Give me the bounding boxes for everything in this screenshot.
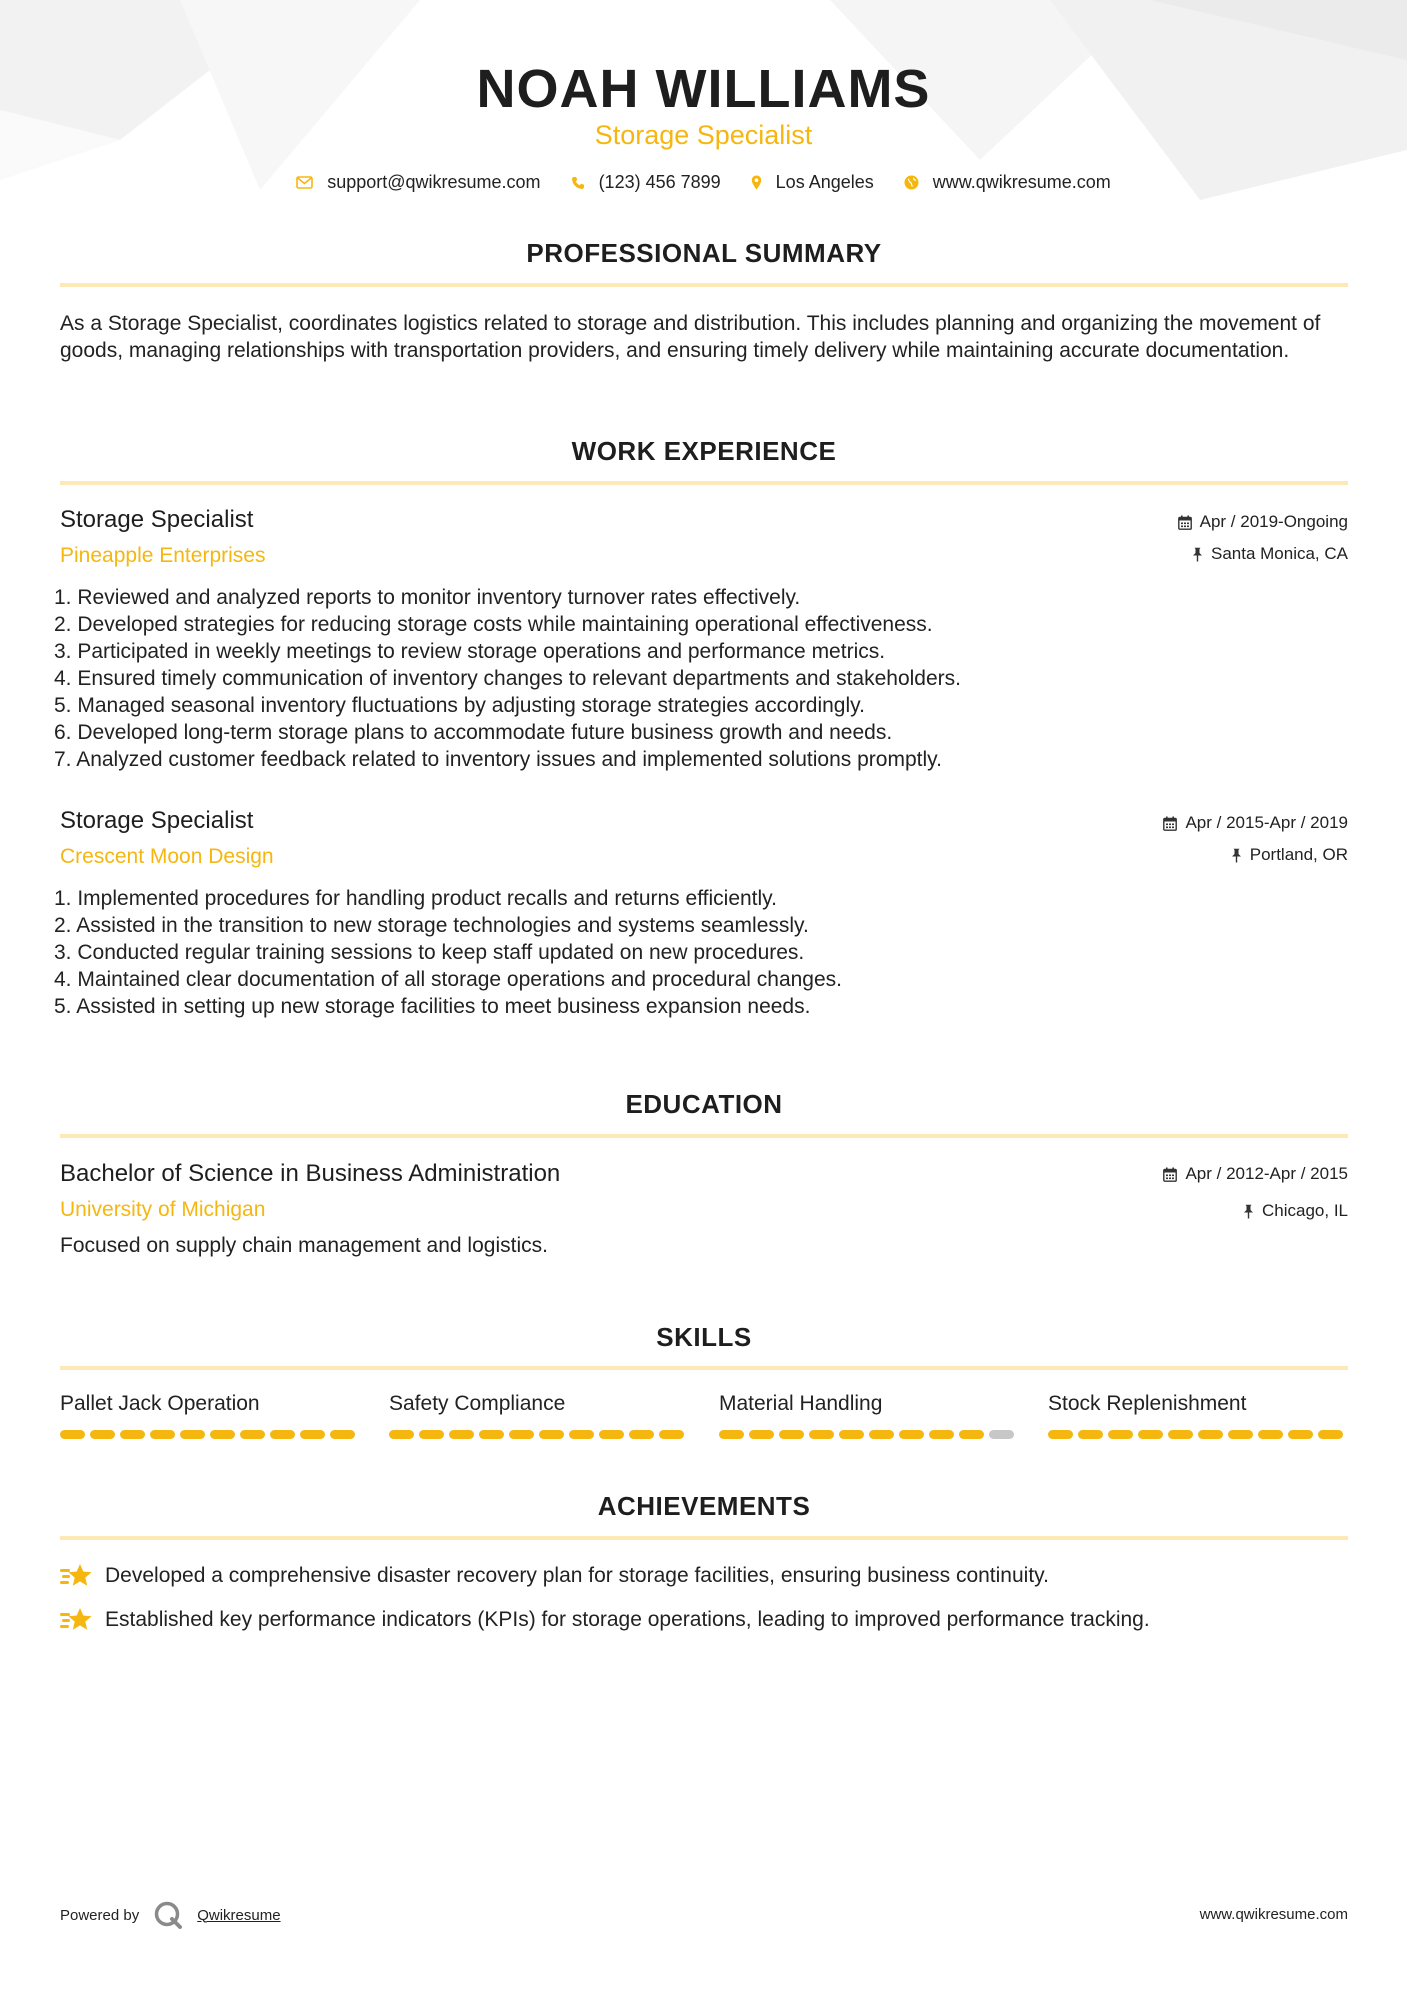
- skill-level-segment: [1108, 1430, 1133, 1439]
- list-item: 3. Participated in weekly meetings to review storage operations and performance metrics.: [54, 640, 886, 663]
- contact-phone[interactable]: [571, 172, 721, 193]
- list-item: 5. Assisted in setting up new storage facilities to meet business expansion needs.: [54, 995, 811, 1018]
- skill-level-segment: [869, 1430, 894, 1439]
- list-item: 6. Developed long-term storage plans to accommodate future business growth and needs.: [54, 721, 893, 744]
- skill-level-segment: [599, 1430, 624, 1439]
- summary-text: As a Storage Specialist, coordinates logistics related to storage and distribution. This includes planning and organizing the movement of goods, managing relationships with transportation providers, and ensuring timely delivery while maintaining accurate documentation.: [60, 312, 1321, 362]
- footer-powered-by: [60, 1900, 281, 1930]
- skill-item: [60, 1392, 360, 1416]
- experience-divider: [60, 481, 1348, 485]
- skill-level-segment: [809, 1430, 834, 1439]
- job-location-text: Santa Monica, CA: [1210, 544, 1348, 563]
- skill-level-segment: [210, 1430, 235, 1439]
- job-role: Storage Specialist: [60, 506, 254, 533]
- contact-location-text: Los Angeles: [775, 172, 874, 192]
- list-item: 4. Ensured timely communication of inventory changes to relevant departments and stakeholders.: [54, 667, 961, 690]
- skill-name: Safety Compliance: [389, 1392, 566, 1415]
- skill-level-segment: [330, 1430, 355, 1439]
- skill-level-segment: [1198, 1430, 1223, 1439]
- skill-level-segment: [1258, 1430, 1283, 1439]
- education-heading: EDUCATION: [625, 1089, 783, 1119]
- achievement-item: [60, 1562, 1049, 1590]
- envelope-icon: [296, 176, 313, 189]
- skill-level-segment: [1168, 1430, 1193, 1439]
- skill-level-segment: [240, 1430, 265, 1439]
- skill-level-segment: [629, 1430, 654, 1439]
- contact-website-text: www.qwikresume.com: [932, 172, 1111, 192]
- skill-level-segment: [1288, 1430, 1313, 1439]
- list-item: 1. Implemented procedures for handling product recalls and returns efficiently.: [54, 887, 777, 910]
- summary-divider: [60, 283, 1348, 287]
- job-date-text: Apr / 2019-Ongoing: [1199, 512, 1348, 531]
- education-description: Focused on supply chain management and logistics.: [60, 1234, 548, 1257]
- skills-heading: SKILLS: [656, 1322, 752, 1352]
- skills-divider: [60, 1366, 1348, 1370]
- skill-level-segment: [659, 1430, 684, 1439]
- list-item: 7. Analyzed customer feedback related to inventory issues and implemented solutions promptly.: [54, 748, 942, 771]
- achievements-heading: ACHIEVEMENTS: [597, 1491, 811, 1521]
- footer-website[interactable]: www.qwikresume.com: [1199, 1906, 1348, 1923]
- education-divider: [60, 1134, 1348, 1138]
- skill-level-segment: [419, 1430, 444, 1439]
- job-company: Crescent Moon Design: [60, 845, 274, 868]
- skill-level-bar: [389, 1430, 684, 1439]
- skill-item: [1048, 1392, 1348, 1416]
- list-item: 2. Assisted in the transition to new storage technologies and systems seamlessly.: [54, 914, 809, 937]
- star-icon: [60, 1562, 93, 1590]
- skill-level-segment: [929, 1430, 954, 1439]
- skill-level-segment: [180, 1430, 205, 1439]
- candidate-title: Storage Specialist: [594, 120, 813, 150]
- skill-level-segment: [509, 1430, 534, 1439]
- pushpin-icon: [1231, 848, 1242, 863]
- education-date: [1163, 1164, 1348, 1184]
- skill-level-segment: [719, 1430, 744, 1439]
- skill-level-segment: [60, 1430, 85, 1439]
- achievement-text: Established key performance indicators (KPIs) for storage operations, leading to improved performance tracking.: [105, 1608, 1150, 1631]
- pushpin-icon: [1192, 547, 1203, 562]
- skill-level-segment: [150, 1430, 175, 1439]
- education-date-text: Apr / 2012-Apr / 2015: [1185, 1164, 1348, 1183]
- skill-name: Pallet Jack Operation: [60, 1392, 260, 1415]
- candidate-name: NOAH WILLIAMS: [476, 59, 931, 119]
- list-item: 2. Developed strategies for reducing storage costs while maintaining operational effectiveness.: [54, 613, 933, 636]
- list-item: 1. Reviewed and analyzed reports to monitor inventory turnover rates effectively.: [54, 586, 801, 609]
- contact-email[interactable]: [296, 172, 540, 193]
- skill-level-segment: [270, 1430, 295, 1439]
- phone-icon: [571, 176, 585, 190]
- education-degree: Bachelor of Science in Business Administration: [60, 1160, 561, 1187]
- skill-name: Stock Replenishment: [1048, 1392, 1247, 1415]
- calendar-icon: [1163, 816, 1177, 831]
- contact-location: [751, 172, 874, 193]
- skill-level-segment: [539, 1430, 564, 1439]
- map-pin-icon: [751, 175, 762, 190]
- list-item: 3. Conducted regular training sessions to keep staff updated on new procedures.: [54, 941, 805, 964]
- skill-level-segment: [899, 1430, 924, 1439]
- skill-name: Material Handling: [719, 1392, 883, 1415]
- contact-phone-text: (123) 456 7899: [598, 172, 721, 192]
- skill-level-segment: [449, 1430, 474, 1439]
- skill-level-segment: [1078, 1430, 1103, 1439]
- star-icon: [60, 1606, 93, 1634]
- contact-bar: [0, 172, 1407, 193]
- calendar-icon: [1163, 1167, 1177, 1182]
- list-item: 4. Maintained clear documentation of all storage operations and procedural changes.: [54, 968, 843, 991]
- skill-level-segment: [989, 1430, 1014, 1439]
- qwikresume-link[interactable]: Qwikresume: [197, 1906, 281, 1924]
- job-bullets: [54, 885, 842, 1020]
- job-date-text: Apr / 2015-Apr / 2019: [1185, 813, 1348, 832]
- skill-level-segment: [1048, 1430, 1073, 1439]
- skill-item: [389, 1392, 689, 1416]
- skill-level-segment: [90, 1430, 115, 1439]
- skill-level-segment: [120, 1430, 145, 1439]
- job-location: [1192, 544, 1348, 564]
- skill-level-segment: [779, 1430, 804, 1439]
- list-item: 5. Managed seasonal inventory fluctuations by adjusting storage strategies accordingly.: [54, 694, 865, 717]
- skill-level-segment: [389, 1430, 414, 1439]
- skill-level-segment: [300, 1430, 325, 1439]
- skill-level-bar: [60, 1430, 355, 1439]
- experience-heading: WORK EXPERIENCE: [571, 436, 837, 466]
- summary-heading: PROFESSIONAL SUMMARY: [526, 238, 882, 268]
- job-date: [1163, 813, 1348, 833]
- skill-level-segment: [1318, 1430, 1343, 1439]
- qwikresume-logo-icon: [153, 1900, 183, 1930]
- achievements-divider: [60, 1536, 1348, 1540]
- skill-item: [719, 1392, 1019, 1416]
- achievement-item: [60, 1606, 1150, 1634]
- skill-level-segment: [569, 1430, 594, 1439]
- pushpin-icon: [1243, 1204, 1254, 1219]
- skill-level-segment: [1138, 1430, 1163, 1439]
- skill-level-segment: [749, 1430, 774, 1439]
- calendar-icon: [1178, 515, 1192, 530]
- skill-level-bar: [719, 1430, 1014, 1439]
- job-date: [1178, 512, 1348, 532]
- contact-email-text: support@qwikresume.com: [327, 172, 541, 192]
- skill-level-segment: [959, 1430, 984, 1439]
- education-school: University of Michigan: [60, 1198, 266, 1221]
- skill-level-segment: [839, 1430, 864, 1439]
- achievement-text: Developed a comprehensive disaster recovery plan for storage facilities, ensuring business continuity.: [105, 1564, 1049, 1587]
- education-location: [1243, 1201, 1348, 1221]
- education-location-text: Chicago, IL: [1262, 1201, 1348, 1220]
- skill-level-segment: [479, 1430, 504, 1439]
- skill-level-bar: [1048, 1430, 1343, 1439]
- job-location-text: Portland, OR: [1249, 845, 1348, 864]
- globe-icon: [904, 175, 919, 190]
- job-bullets: [54, 584, 961, 773]
- job-company: Pineapple Enterprises: [60, 544, 266, 567]
- contact-website[interactable]: [904, 172, 1111, 193]
- job-role: Storage Specialist: [60, 807, 254, 834]
- job-location: [1231, 845, 1348, 865]
- skill-level-segment: [1228, 1430, 1253, 1439]
- powered-by-label: Powered by: [60, 1906, 140, 1924]
